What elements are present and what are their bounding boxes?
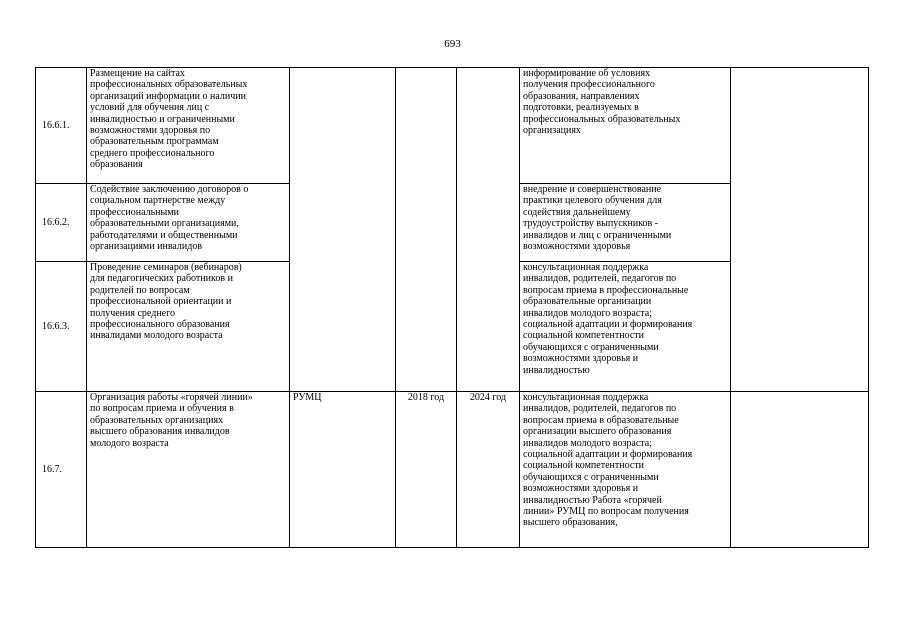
row-number: 16.7.: [36, 392, 87, 548]
start-year-cell: [396, 392, 457, 548]
result-text: консультационная поддержка инвалидов, родителей, педагогов по вопросам приема в образовательные организации высшего образования инвалидов молодого возраста; социальной адаптации и формирования социальной компетентности обучающихся с ограниченными возможностями здоровья и инвалидностью Работа «горячей линии» РУМЦ по вопросам получения высшего образования,: [523, 392, 693, 529]
activity-text: Организация работы «горячей линии» по вопросам приема и обучения в образовательных организациях высшего образования инвалидов молодого возраста: [90, 392, 253, 449]
measures-table: [35, 67, 869, 548]
start-year-text: 2018 год: [407, 392, 445, 403]
activity-text: Размещение на сайтах профессиональных образовательных организаций информации о наличии условий для обучения лиц с инвалидностью и ограниченными возможностями здоровья по образовательным программам среднего профессионального образования: [90, 68, 248, 171]
table-row: [36, 392, 869, 548]
notes-cell: [731, 392, 869, 548]
result-cell: [520, 262, 731, 392]
executor-cell: [290, 68, 396, 392]
notes-cell: [731, 68, 869, 392]
executor-text: РУМЦ: [293, 392, 322, 403]
row-number: 16.6.3.: [36, 262, 87, 392]
row-number: 16.6.2.: [36, 184, 87, 262]
activity-text: Проведение семинаров (вебинаров) для педагогических работников и родителей по вопросам профессиональной ориентации и получения среднего профессионального образования инвалидами молодого возраста: [90, 262, 242, 342]
row-number: 16.6.1.: [36, 68, 87, 184]
end-year-cell: [457, 68, 520, 392]
executor-cell: [290, 392, 396, 548]
activity-cell: [87, 392, 290, 548]
result-text: внедрение и совершенствование практики целевого обучения для содействия дальнейшему трудоустройству выпускников - инвалидов и лиц с ограниченными возможностями здоровья: [523, 184, 672, 253]
result-text: консультационная поддержка инвалидов, родителей, педагогов по вопросам приема в профессиональные образовательные организации инвалидов молодого возраста; социальной адаптации и формирования социальной компетентности обучающихся с ограниченными возможностями здоровья и инвалидностью: [523, 262, 693, 376]
result-text: информирование об условиях получения профессионального образования, направлениях подготовки, реализуемых в профессиональных образовательных организациях: [523, 68, 681, 137]
activity-cell: [87, 184, 290, 262]
result-cell: [520, 392, 731, 548]
table-row: [36, 68, 869, 184]
end-year-cell: [457, 392, 520, 548]
page-number: 693: [444, 38, 461, 50]
end-year-text: 2024 год: [469, 392, 507, 403]
result-cell: [520, 68, 731, 184]
start-year-cell: [396, 68, 457, 392]
activity-text: Содействие заключению договоров о социальном партнерстве между профессиональными образовательными организациями, работодателями и общественными организациями инвалидов: [90, 184, 249, 253]
activity-cell: [87, 68, 290, 184]
activity-cell: [87, 262, 290, 392]
result-cell: [520, 184, 731, 262]
